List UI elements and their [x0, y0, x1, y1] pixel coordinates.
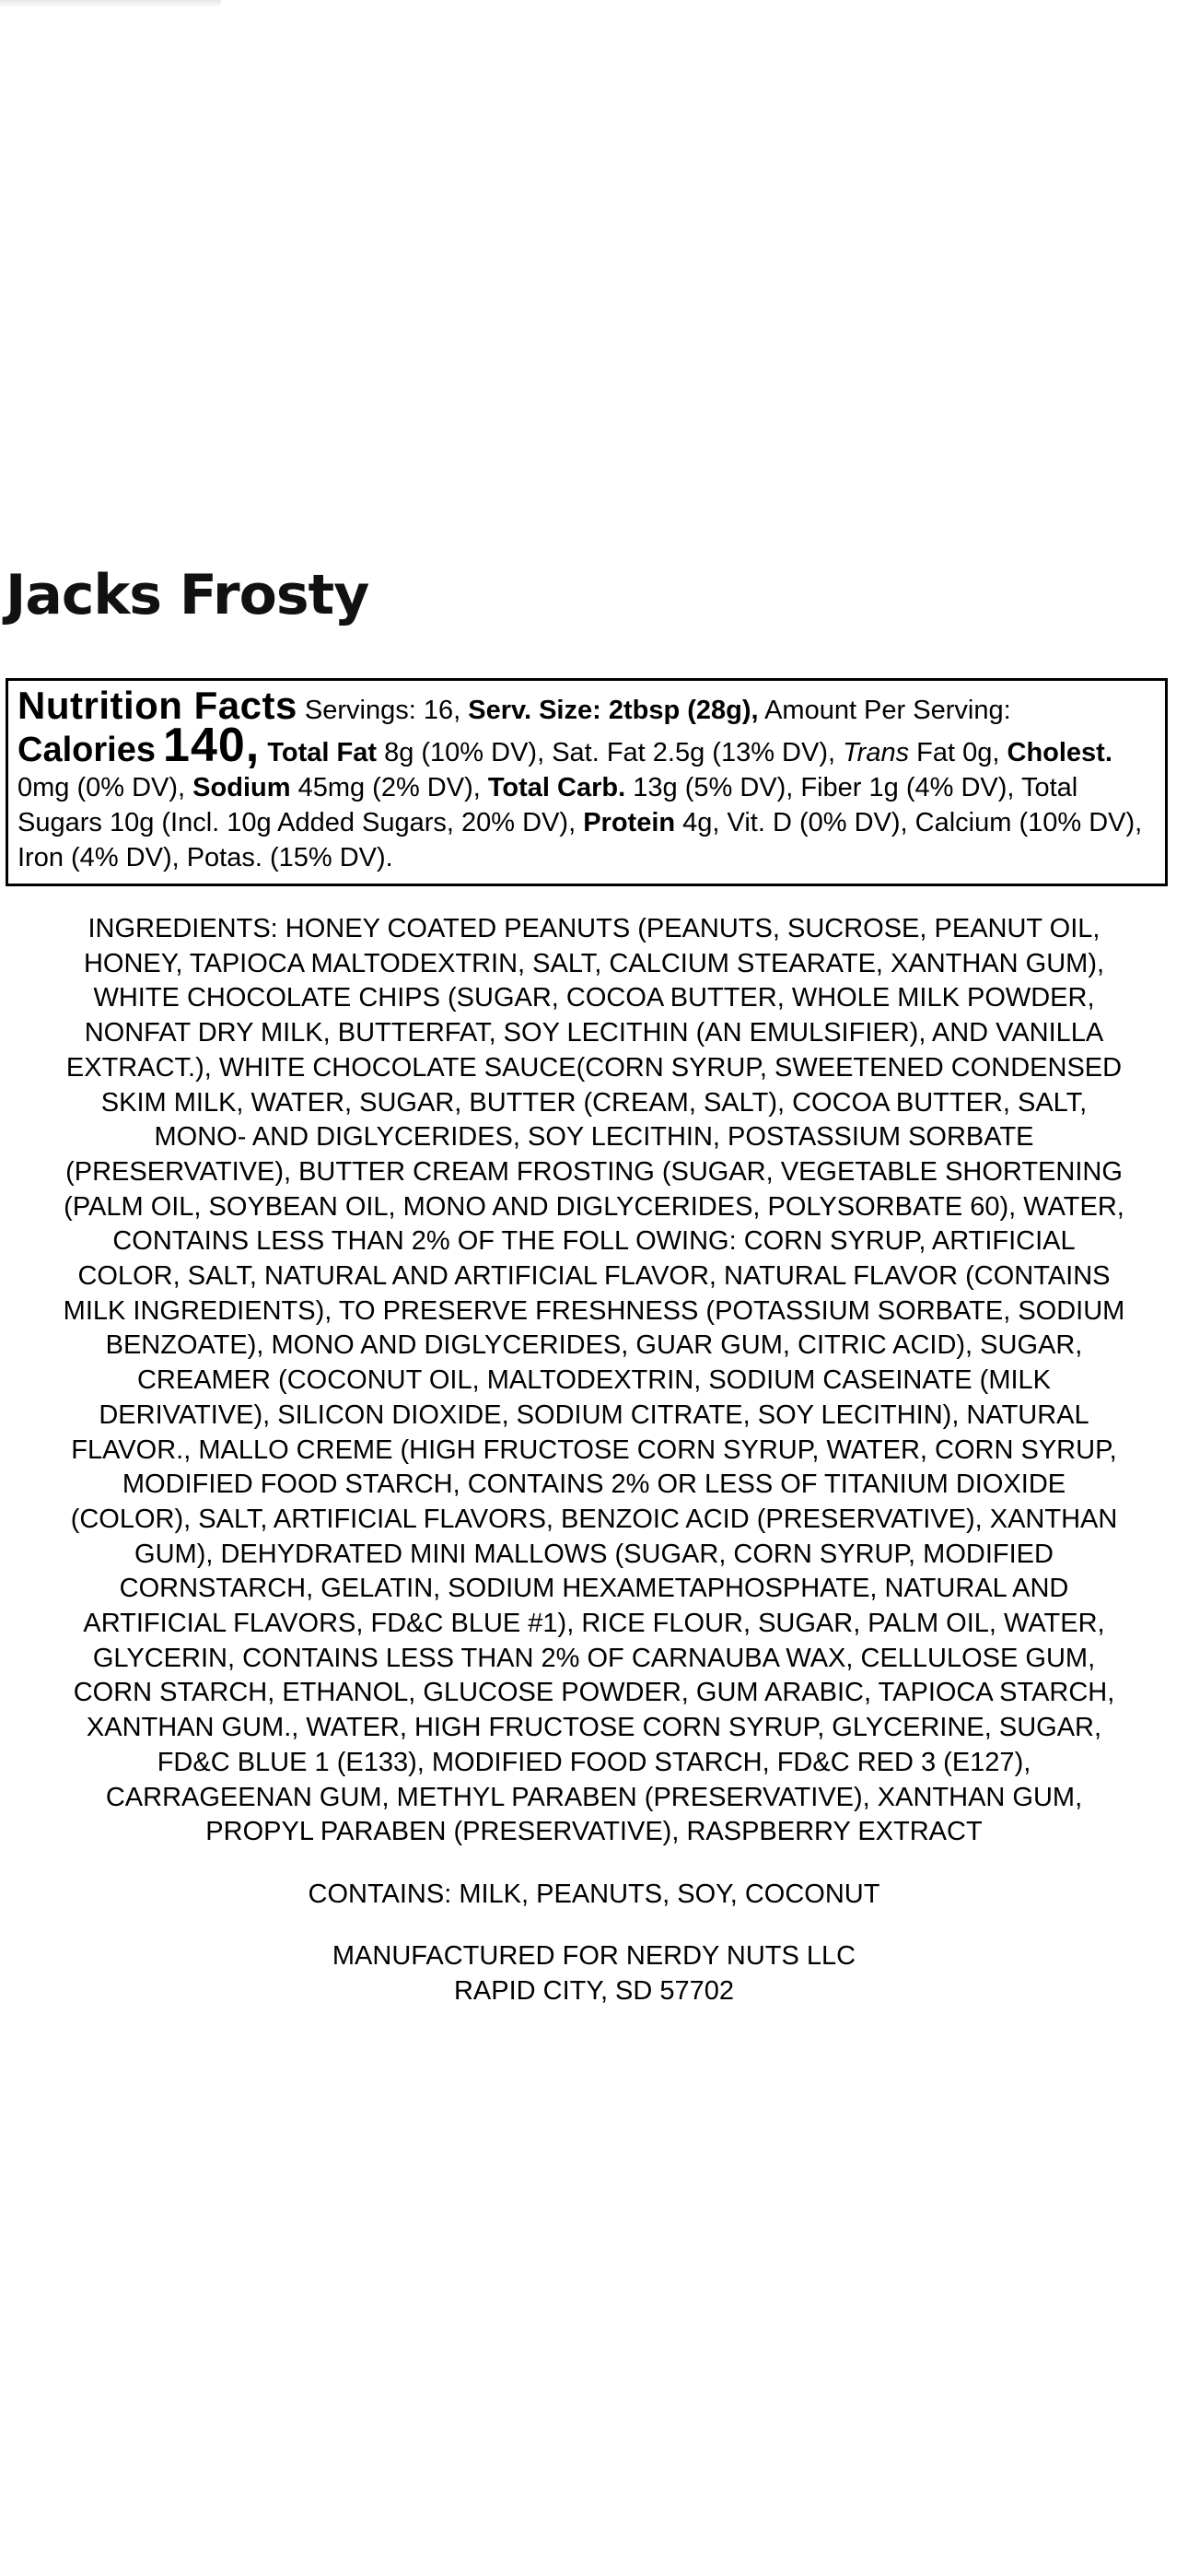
- ingredients-line: GLYCERIN, CONTAINS LESS THAN 2% OF CARNAUBA WAX, CELLULOSE GUM,: [92, 1643, 1096, 1673]
- nutrition-facts-panel: [6, 678, 1168, 886]
- total-carb-value: 13g (5% DV), Fiber 1g (4% DV), Total Sugars 10g (Incl. 10g Added Sugars, 20% DV),: [17, 773, 1078, 837]
- cholesterol-value: 0mg (0% DV),: [17, 773, 186, 802]
- total-carb-label: Total Carb.: [487, 773, 626, 802]
- manufacturer-name: MANUFACTURED FOR NERDY NUTS LLC: [332, 1941, 856, 1971]
- cholesterol-label: Cholest.: [1007, 738, 1112, 767]
- ingredients-line: INGREDIENTS: HONEY COATED PEANUTS (PEANUTS, SUCROSE, PEANUT OIL,: [87, 914, 1101, 943]
- ingredients-line: XANTHAN GUM., WATER, HIGH FRUCTOSE CORN SYRUP, GLYCERINE, SUGAR,: [86, 1713, 1102, 1743]
- sodium-label: Sodium: [192, 773, 291, 802]
- serving-size-value: 2tbsp (28g),: [608, 696, 759, 725]
- allergen-statement: CONTAINS: MILK, PEANUTS, SOY, COCONUT: [308, 1879, 880, 1909]
- ingredients-line: FLAVOR., MALLO CREME (HIGH FRUCTOSE CORN SYRUP, WATER, CORN SYRUP,: [71, 1434, 1117, 1465]
- ingredients-line: BENZOATE), MONO AND DIGLYCERIDES, GUAR GUM, CITRIC ACID), SUGAR,: [105, 1330, 1083, 1361]
- ingredients-line: (PALM OIL, SOYBEAN OIL, MONO AND DIGLYCERIDES, POLYSORBATE 60), WATER,: [64, 1191, 1124, 1222]
- ingredients-line: FD&C BLUE 1 (E133), MODIFIED FOOD STARCH, FD&C RED 3 (E127),: [157, 1747, 1031, 1777]
- ingredients-line: MODIFIED FOOD STARCH, CONTAINS 2% OR LESS OF TITANIUM DIOXIDE: [122, 1469, 1066, 1500]
- ingredients-line: HONEY, TAPIOCA MALTODEXTRIN, SALT, CALCIUM STEARATE, XANTHAN GUM),: [83, 948, 1105, 978]
- manufacturer-address: RAPID CITY, SD 57702: [453, 1976, 735, 2006]
- ingredients-list: [0, 912, 1188, 1850]
- ingredients-line: WHITE CHOCOLATE CHIPS (SUGAR, COCOA BUTTER, WHOLE MILK POWDER,: [93, 983, 1095, 1013]
- sodium-value: 45mg (2% DV),: [297, 773, 481, 802]
- ingredients-line: MILK INGREDIENTS), TO PRESERVE FRESHNESS (POTASSIUM SORBATE, SODIUM: [63, 1295, 1125, 1326]
- ingredients-line: PROPYL PARABEN (PRESERVATIVE), RASPBERRY EXTRACT: [205, 1817, 983, 1847]
- ingredients-line: SKIM MILK, WATER, SUGAR, BUTTER (CREAM, SALT), COCOA BUTTER, SALT,: [100, 1087, 1088, 1118]
- ingredients-line: MONO- AND DIGLYCERIDES, SOY LECITHIN, POSTASSIUM SORBATE: [154, 1122, 1034, 1153]
- top-edge-shadow: [0, 0, 221, 7]
- ingredients-line: COLOR, SALT, NATURAL AND ARTIFICIAL FLAVOR, NATURAL FLAVOR (CONTAINS: [77, 1261, 1111, 1292]
- ingredients-line: (COLOR), SALT, ARTIFICIAL FLAVORS, BENZOIC ACID (PRESERVATIVE), XANTHAN: [70, 1504, 1118, 1534]
- total-fat-value: 8g (10% DV), Sat. Fat 2.5g (13% DV),: [384, 738, 836, 767]
- nutrition-facts-heading: Nutrition Facts: [17, 684, 297, 727]
- ingredients-line: NONFAT DRY MILK, BUTTERFAT, SOY LECITHIN (AN EMULSIFIER), AND VANILLA: [84, 1018, 1104, 1048]
- calories-value: 140,: [163, 719, 261, 772]
- protein-label: Protein: [583, 808, 676, 837]
- protein-value: 4g, Vit. D (0% DV), Calcium (10% DV), Iron (4% DV), Potas. (15% DV).: [17, 808, 1143, 872]
- ingredients-line: DERIVATIVE), SILICON DIOXIDE, SODIUM CITRATE, SOY LECITHIN), NATURAL: [99, 1399, 1089, 1430]
- amount-per-serving-text: Amount Per Serving:: [764, 696, 1011, 725]
- manufacturer-info: [0, 1938, 1188, 2008]
- trans-fat-value: Fat 0g,: [916, 738, 1000, 767]
- ingredients-line: CONTAINS LESS THAN 2% OF THE FOLL OWING: CORN SYRUP, ARTIFICIAL: [112, 1226, 1076, 1257]
- calories-label: Calories: [17, 731, 156, 769]
- trans-fat-label: Trans: [843, 738, 910, 767]
- ingredients-line: CORN STARCH, ETHANOL, GLUCOSE POWDER, GUM ARABIC, TAPIOCA STARCH,: [73, 1678, 1115, 1708]
- ingredients-line: CARRAGEENAN GUM, METHYL PARABEN (PRESERVATIVE), XANTHAN GUM,: [105, 1782, 1083, 1812]
- ingredients-line: EXTRACT.), WHITE CHOCOLATE SAUCE(CORN SYRUP, SWEETENED CONDENSED: [65, 1052, 1123, 1083]
- ingredients-line: (PRESERVATIVE), BUTTER CREAM FROSTING (SUGAR, VEGETABLE SHORTENING: [65, 1156, 1123, 1187]
- ingredients-line: ARTIFICIAL FLAVORS, FD&C BLUE #1), RICE FLOUR, SUGAR, PALM OIL, WATER,: [83, 1609, 1105, 1639]
- serving-size-label: Serv. Size:: [468, 696, 601, 725]
- total-fat-label: Total Fat: [267, 738, 377, 767]
- ingredients-line: CREAMER (COCONUT OIL, MALTODEXTRIN, SODIUM CASEINATE (MILK: [136, 1365, 1052, 1396]
- servings-text: Servings: 16,: [304, 696, 461, 725]
- product-title: Jacks Frosty: [6, 563, 369, 627]
- ingredients-line: GUM), DEHYDRATED MINI MALLOWS (SUGAR, CORN SYRUP, MODIFIED: [134, 1539, 1054, 1569]
- ingredients-line: CORNSTARCH, GELATIN, SODIUM HEXAMETAPHOSPHATE, NATURAL AND: [119, 1574, 1069, 1604]
- nutrition-facts-text: [17, 684, 1154, 875]
